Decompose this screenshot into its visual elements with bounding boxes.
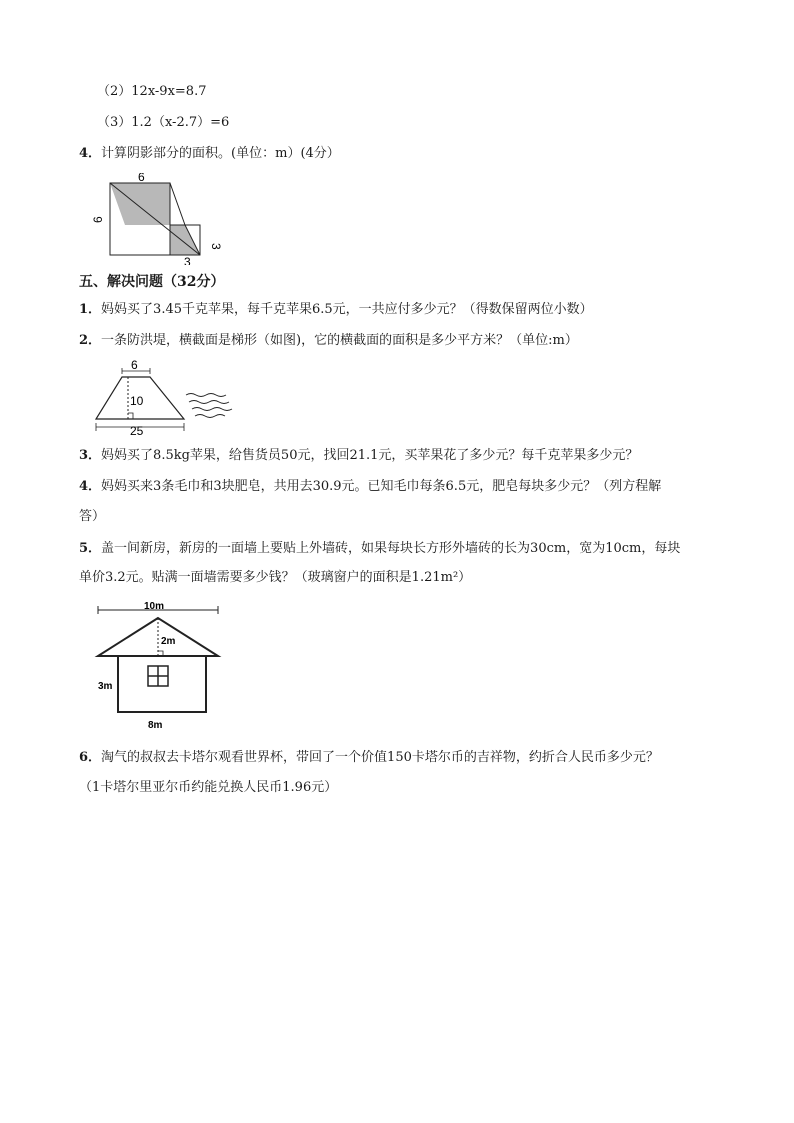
wall-rectangle	[118, 656, 206, 712]
bottom-base-label: 25	[130, 424, 144, 437]
top-label: 6	[138, 173, 145, 184]
equation-3: （3）1.2（x-2.7）=6	[97, 115, 230, 130]
water-wave	[195, 415, 225, 418]
problem-5-continued: 单价3.2元。贴满一面墙需要多少钱？（玻璃窗户的面积是1.21m²）	[79, 570, 472, 585]
water-wave	[189, 401, 229, 404]
question-text: 计算阴影部分的面积。(单位：m）(4分）	[101, 146, 340, 161]
question-number: 6．	[79, 750, 102, 765]
problem-3	[79, 446, 638, 466]
bottom-label: 3	[184, 255, 191, 265]
question-number: 5．	[79, 541, 102, 556]
roof-height-label: 2m	[161, 636, 176, 647]
question-text: 淘气的叔叔去卡塔尔观看世界杯，带回了一个价值150卡塔尔币的吉祥物，约折合人民币多少元？	[101, 750, 659, 765]
slanted-edge	[170, 183, 185, 225]
top-base-label: 6	[131, 358, 138, 372]
question-text: 盖一间新房，新房的一面墙上要贴上外墙砖，如果每块长方形外墙砖的长为30cm，宽为10cm，每块	[101, 541, 681, 556]
shaded-lower-region	[170, 225, 200, 255]
water-wave	[192, 408, 232, 411]
question-number: 1．	[79, 302, 102, 317]
equation-2: （2）12x-9x=8.7	[97, 84, 207, 99]
question-number: 4．	[79, 146, 102, 161]
question-number: 2．	[79, 333, 102, 348]
shaded-area-figure	[90, 173, 226, 265]
problem-2	[79, 331, 578, 351]
question-4-calc	[79, 144, 340, 164]
problem-5	[79, 539, 680, 559]
question-text: 妈妈买来3条毛巾和3块肥皂，共用去30.9元。已知毛巾每条6.5元，肥皂每块多少元？（列方程解	[101, 479, 662, 494]
problem-6-continued: （1卡塔尔里亚尔币约能兑换人民币1.96元）	[79, 780, 338, 795]
problem-1	[79, 300, 593, 320]
problem-4-continued: 答）	[79, 509, 106, 524]
problem-6	[79, 748, 659, 768]
base-label: 8m	[148, 720, 163, 731]
trapezoid-levee-figure	[90, 357, 240, 437]
height-label: 10	[130, 394, 144, 408]
wall-height-label: 3m	[98, 681, 113, 692]
water-wave	[186, 394, 226, 397]
problem-4	[79, 477, 661, 497]
question-text: 妈妈买了8.5kg苹果，给售货员50元，找回21.1元，买苹果花了多少元？每千克苹果多少元？	[101, 448, 639, 463]
shaded-trapezoid-region	[110, 183, 170, 225]
section-5-heading: 五、解决问题（32分）	[79, 274, 225, 290]
question-text: 一条防洪堤，横截面是梯形（如图)，它的横截面的面积是多少平方米？（单位:m）	[101, 333, 578, 348]
left-label: 6	[91, 216, 105, 223]
house-wall-figure	[92, 600, 227, 735]
width-label: 10m	[144, 601, 165, 612]
question-number: 3．	[79, 448, 102, 463]
right-label: 3	[209, 243, 223, 250]
question-text: 妈妈买了3.45千克苹果，每千克苹果6.5元，一共应付多少元？（得数保留两位小数）	[101, 302, 593, 317]
question-number: 4．	[79, 479, 102, 494]
right-angle-mark	[128, 413, 133, 419]
